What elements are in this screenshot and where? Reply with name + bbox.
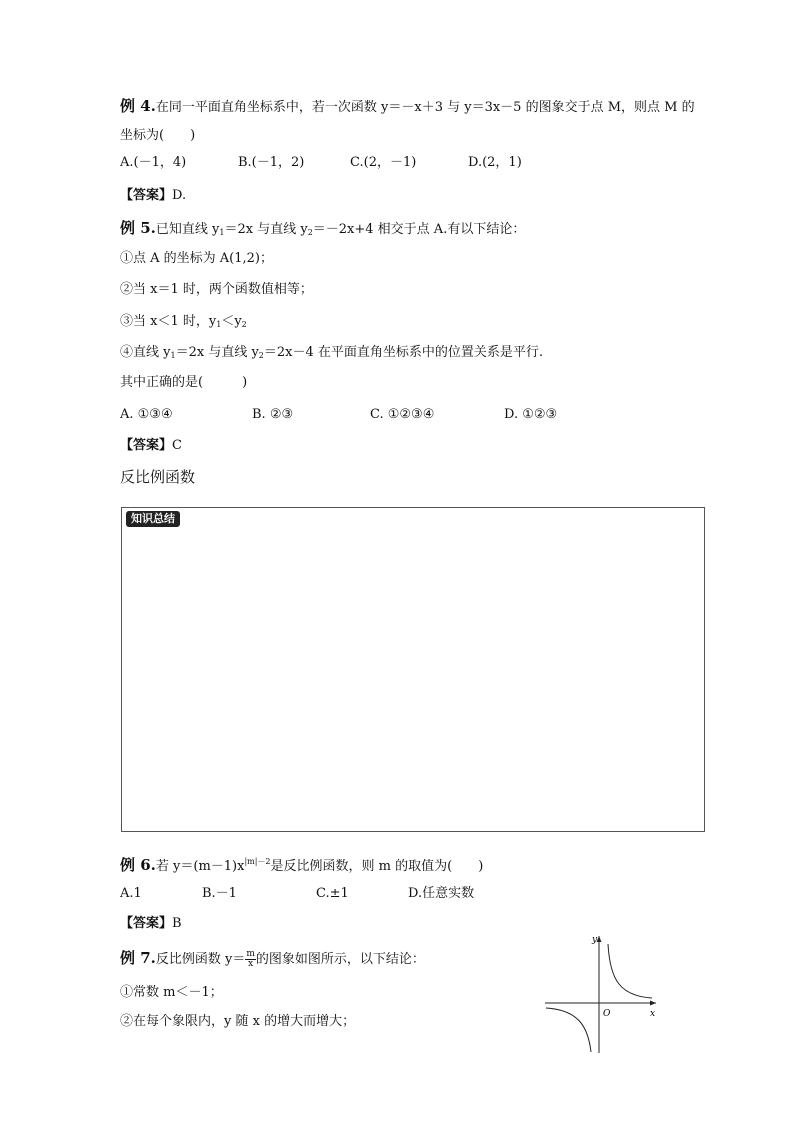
subscript: 2 xyxy=(241,320,247,329)
ex6-option-d: D.任意实数 xyxy=(408,886,475,901)
ex4-line2: 坐标为( ) xyxy=(120,128,196,143)
ex5-item4 xyxy=(120,343,543,366)
ex4-line1 xyxy=(120,96,695,118)
ex5-text: ＜y xyxy=(221,314,242,329)
section-title: 反比例函数 xyxy=(120,468,196,486)
answer-key: 【答案】 xyxy=(120,438,173,453)
ex4-text: 在同一平面直角坐标系中，若一次函数 y＝－x＋3 与 y＝3x－5 的图象交于点 M，则点 M 的 xyxy=(155,100,695,115)
ex5-text: ＝2x 与直线 y xyxy=(175,345,259,360)
ex7-text: 反比例函数 y＝ xyxy=(155,952,246,967)
knowledge-summary-box xyxy=(121,507,705,832)
origin-label: O xyxy=(603,1009,611,1019)
ex5-label: 例 5. xyxy=(120,219,156,237)
ex5-option-b: B. ②③ xyxy=(252,407,294,422)
subscript: 2 xyxy=(307,228,313,237)
ex5-text: ＝2x－4 在平面直角坐标系中的位置关系是平行. xyxy=(263,345,544,360)
ex5-line1 xyxy=(120,218,525,243)
knowledge-summary-label: 知识总结 xyxy=(126,511,180,527)
answer-value: C xyxy=(172,438,182,453)
ex6-option-a: A.1 xyxy=(120,886,142,901)
x-axis-label: x xyxy=(650,1009,656,1019)
curve-upper-right xyxy=(608,944,652,998)
ex6-label: 例 6. xyxy=(120,856,156,874)
x-axis-arrow xyxy=(650,1001,656,1006)
ex4-option-b: B.(－1，2) xyxy=(238,155,305,170)
ex4-option-c: C.(2，－1) xyxy=(350,155,417,170)
subscript: 2 xyxy=(258,351,264,360)
answer-key: 【答案】 xyxy=(120,188,173,203)
ex7-line1 xyxy=(120,948,425,970)
ex4-option-d: D.(2，1) xyxy=(468,155,522,170)
ex4-option-a: A.(－1，4) xyxy=(120,155,187,170)
curve-lower-left xyxy=(546,1008,591,1052)
answer-key: 【答案】 xyxy=(120,916,173,931)
ex5-item3 xyxy=(120,312,247,335)
answer-value: D. xyxy=(172,188,187,203)
ex5-answer xyxy=(120,436,182,456)
ex7-text: 的图象如图所示，以下结论： xyxy=(255,952,425,967)
exponent: |m|－2 xyxy=(244,857,271,866)
y-axis-label: y xyxy=(592,935,598,945)
ex5-text: ＝2x 与直线 y xyxy=(224,222,308,237)
ex7-item1: ①常数 m＜－1； xyxy=(120,985,223,1000)
ex6-option-c: C.±1 xyxy=(316,886,349,901)
ex5-item2: ②当 x＝1 时，两个函数值相等； xyxy=(120,282,313,297)
ex4-answer xyxy=(120,186,186,206)
hyperbola-graph xyxy=(540,930,670,1055)
ex5-text: ④直线 y xyxy=(120,345,171,360)
fraction xyxy=(245,950,256,969)
ex7-item2: ②在每个象限内，y 随 x 的增大而增大； xyxy=(120,1014,356,1029)
ex5-item1: ①点 A 的坐标为 A(1,2)； xyxy=(120,251,273,266)
ex6-line1 xyxy=(120,852,483,877)
ex7-label: 例 7. xyxy=(120,949,156,967)
ex6-answer xyxy=(120,914,182,934)
ex5-question: 其中正确的是( ) xyxy=(120,375,248,390)
subscript: 1 xyxy=(219,228,225,237)
answer-value: B xyxy=(172,916,182,931)
ex5-text: ③当 x＜1 时，y xyxy=(120,314,217,329)
ex6-text: 是反比例函数，则 m 的取值为( ) xyxy=(270,859,484,874)
fraction-numerator: m xyxy=(246,949,255,959)
y-axis-arrow xyxy=(597,936,602,942)
ex5-text: 已知直线 y xyxy=(155,222,220,237)
ex5-option-c: C. ①②③④ xyxy=(370,407,435,422)
ex6-text: 若 y＝(m－1)x xyxy=(155,859,245,874)
ex6-option-b: B.－1 xyxy=(202,886,237,901)
ex5-option-a: A. ①③④ xyxy=(120,407,173,422)
ex5-text: ＝－2x+4 相交于点 A.有以下结论： xyxy=(312,222,526,237)
fraction-denominator: x xyxy=(248,959,254,969)
ex4-label: 例 4. xyxy=(120,97,156,115)
subscript: 1 xyxy=(216,320,222,329)
subscript: 1 xyxy=(170,351,176,360)
ex5-option-d: D. ①②③ xyxy=(504,407,558,422)
